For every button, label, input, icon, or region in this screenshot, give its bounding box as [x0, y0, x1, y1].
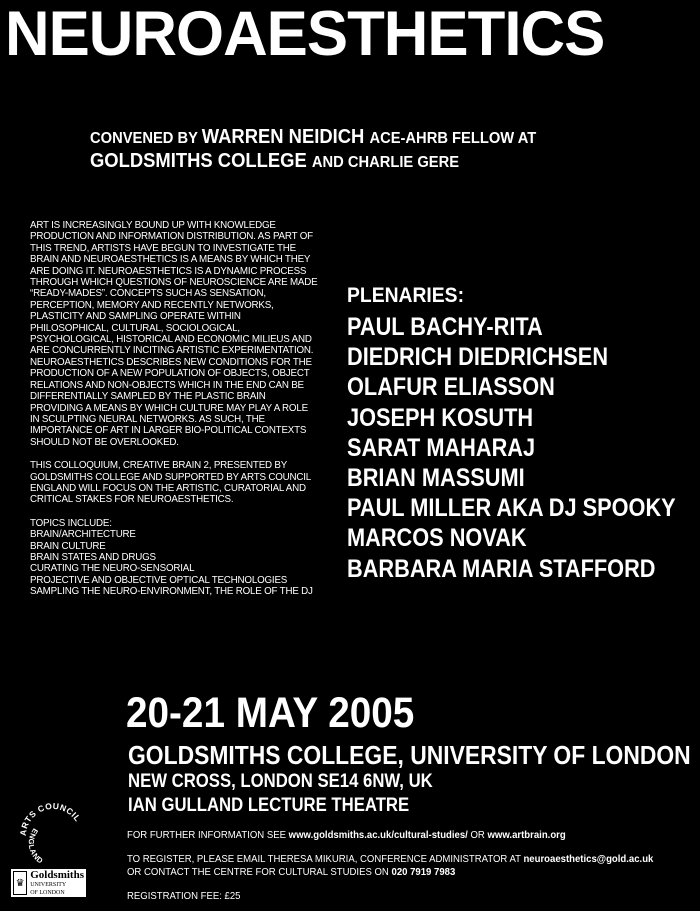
registration-fee: REGISTRATION FEE: £25: [127, 891, 241, 902]
convener-name-2: CHARLIE GERE: [347, 154, 460, 171]
crest-icon: ♛: [13, 871, 27, 895]
event-venue: GOLDSMITHS COLLEGE, UNIVERSITY OF LONDON: [128, 740, 691, 770]
and-label: AND: [311, 154, 348, 171]
goldsmiths-logo-sub2: OF LONDON: [30, 889, 65, 896]
speaker-name: BARBARA MARIA STAFFORD: [347, 554, 656, 583]
speaker-name: PAUL BACHY-RITA: [347, 313, 543, 341]
speaker-name: PAUL MILLER AKA DJ SPOOKY: [347, 494, 676, 523]
convened-by-label: CONVENED BY: [90, 130, 202, 147]
convened-by: [90, 126, 642, 174]
page-title: NEUROAESTHETICS: [5, 0, 605, 69]
website-link-2[interactable]: www.artbrain.org: [487, 830, 566, 841]
plenaries-heading: PLENARIES:: [347, 284, 465, 307]
description-paragraph-2: THIS COLLOQUIUM, CREATIVE BRAIN 2, PRESENTED BY GOLDSMITHS COLLEGE AND SUPPORTED BY ARTS COUNCIL ENGLAND WILL FOCUS ON THE ARTISTIC, CURATORIAL AND CRITICAL STAKES FOR NEUROAESTHETICS.: [30, 460, 311, 506]
plenary-speakers-list: [347, 312, 676, 584]
goldsmiths-logo: [11, 869, 86, 897]
email-link[interactable]: neuroaesthetics@gold.ac.uk: [523, 854, 654, 865]
contact-label: OR CONTACT THE CENTRE FOR CULTURAL STUDIES ON: [127, 867, 392, 878]
further-info-line: [127, 829, 566, 842]
register-line: [127, 853, 653, 866]
arts-council-top-text: ARTS COUNCIL: [17, 800, 83, 837]
convener-name-1: WARREN NEIDICH: [201, 126, 370, 148]
goldsmiths-logo-sub1: UNIVERSITY: [30, 881, 67, 888]
fellow-label: ACE-AHRB FELLOW AT: [369, 130, 537, 147]
description: [30, 220, 318, 598]
topic-item: BRAIN STATES AND DRUGS: [30, 551, 156, 563]
arts-council-bottom-text: ENGLAND: [26, 826, 46, 866]
address-line: NEW CROSS, LONDON SE14 6NW, UK: [128, 771, 433, 792]
svg-text:ENGLAND: [27, 827, 45, 866]
topic-item: BRAIN/ARCHITECTURE: [30, 529, 136, 541]
speaker-name: BRIAN MASSUMI: [347, 464, 525, 493]
speaker-name: SARAT MAHARAJ: [347, 433, 536, 462]
description-paragraph-1: ART IS INCREASINGLY BOUND UP WITH KNOWLEDGE PRODUCTION AND INFORMATION DISTRIBUTION. AS PART OF THIS TREND, ARTISTS HAVE BEGUN TO INVESTIGATE THE BRAIN AND NEUROAESTHETICS IS A MEANS BY WHICH THEY ARE DOING IT. NEUROAESTHETICS IS A DYNAMIC PROCESS THROUGH WHICH QUESTIONS OF NEUROSCIENCE ARE MADE “READY-MADES”. CONCEPTS SUCH AS SENSATION, PERCEPTION, MEMORY AND RECENTLY NETWORKS, PLASTICITY AND SAMPLING OPERATE WITHIN PHILOSOPHICAL, CULTURAL, SOCIOLOGICAL, PSYCHOLOGICAL, HISTORICAL AND ECONOMIC MILIEUS AND ARE CONCURRENTLY INCITING ARTISTIC EXPERIMENTATION. NEUROAESTHETICS DESCRIBES NEW CONDITIONS FOR THE PRODUCTION OF A NEW POPULATION OF OBJECTS, OBJECT RELATIONS AND NON-OBJECTS WHICH IN THE END CAN BE DIFFERENTIALLY SAMPLED BY THE PLASTIC BRAIN PROVIDING A MEANS BY WHICH CULTURE MAY PLAY A ROLE IN SCULPTING NEURAL NETWORKS. AS SUCH, THE IMPORTANCE OF ART IN LARGER BIO-POLITICAL CONTEXTS SHOULD NOT BE OVERLOOKED.: [30, 220, 318, 448]
topic-item: SAMPLING THE NEURO-ENVIRONMENT, THE ROLE OF THE DJ: [30, 586, 313, 598]
topics-list: [30, 518, 318, 598]
speaker-name: MARCOS NOVAK: [347, 524, 527, 553]
topics-heading: TOPICS INCLUDE:: [30, 517, 112, 529]
website-link-1[interactable]: www.goldsmiths.ac.uk/cultural-studies/: [288, 830, 468, 841]
further-info-label: FOR FURTHER INFORMATION SEE: [127, 830, 289, 841]
svg-text:ARTS COUNCIL: [18, 801, 83, 836]
college-name: GOLDSMITHS COLLEGE: [90, 150, 312, 172]
event-address: [128, 770, 433, 818]
contact-line: [127, 866, 455, 879]
speaker-name: DIEDRICH DIEDRICHSEN: [347, 343, 609, 372]
theatre-line: IAN GULLAND LECTURE THEATRE: [128, 795, 410, 816]
topic-item: BRAIN CULTURE: [30, 540, 106, 552]
speaker-name: OLAFUR ELIASSON: [347, 373, 555, 402]
register-label: TO REGISTER, PLEASE EMAIL THERESA MIKURIA, CONFERENCE ADMINISTRATOR AT: [127, 854, 524, 865]
topic-item: CURATING THE NEURO-SENSORIAL: [30, 563, 195, 575]
or-label: OR: [467, 830, 488, 841]
topic-item: PROJECTIVE AND OBJECTIVE OPTICAL TECHNOLOGIES: [30, 574, 288, 586]
phone-number: 020 7919 7983: [391, 867, 456, 878]
event-date: 20-21 MAY 2005: [126, 689, 415, 737]
speaker-name: JOSEPH KOSUTH: [347, 403, 534, 432]
goldsmiths-logo-name: Goldsmiths: [30, 868, 84, 881]
